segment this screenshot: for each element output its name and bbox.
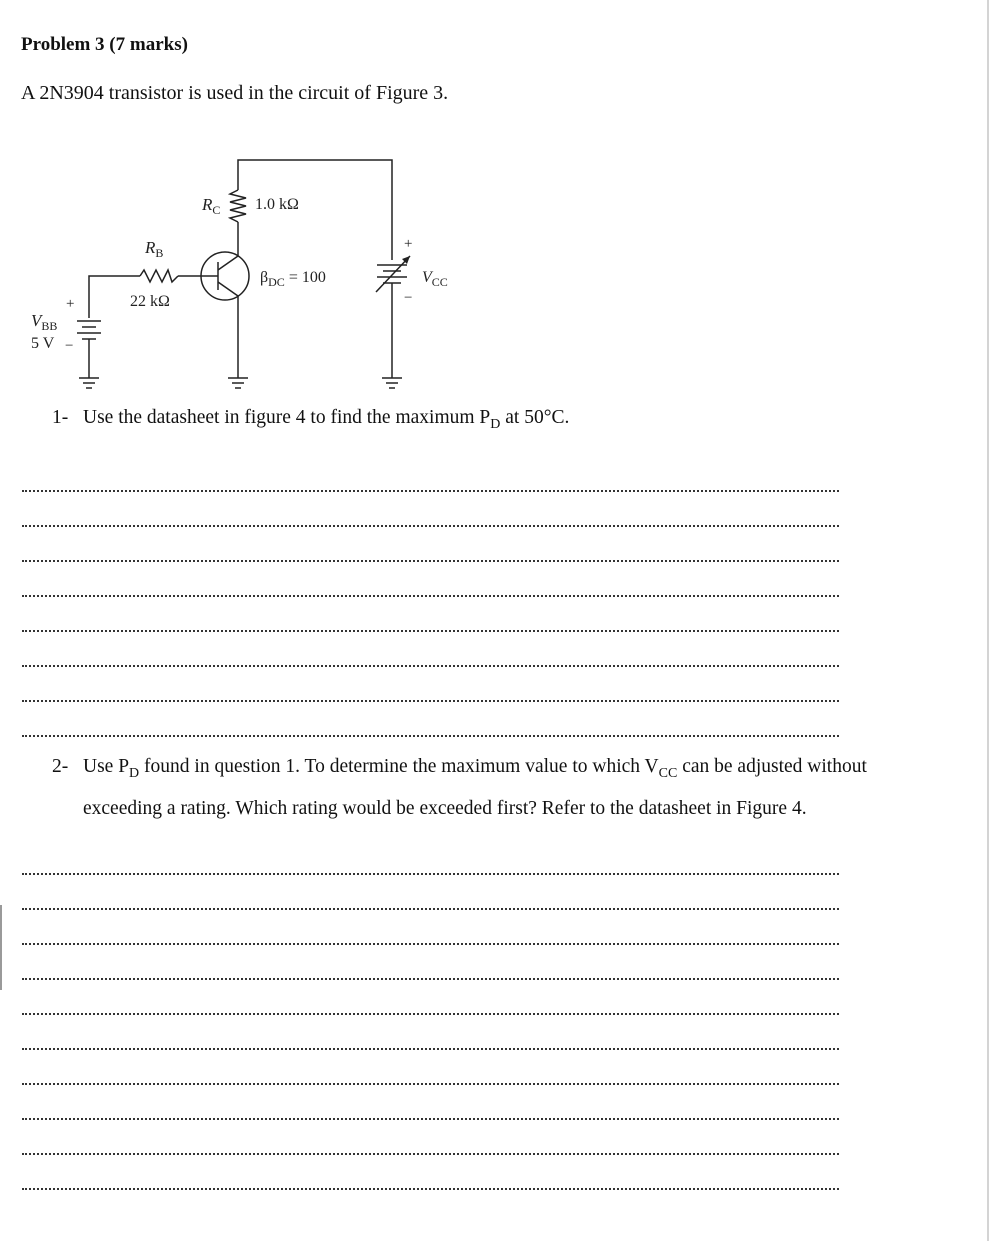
answer-line[interactable] <box>22 873 839 875</box>
problem-intro: A 2N3904 transistor is used in the circuit of Figure 3. <box>21 82 449 104</box>
resistor-rb <box>140 270 178 282</box>
rc-label: $R_C$ <box>202 195 221 217</box>
answer-line[interactable] <box>22 908 839 910</box>
question-1-text: Use the datasheet in figure 4 to find the maximum $P_D$ at 50°C. <box>83 407 570 432</box>
rc-value: 1.0 kΩ <box>255 196 299 213</box>
beta-label: $\beta_{DC} = 100$ <box>260 269 326 289</box>
circuit-figure <box>0 0 996 400</box>
answer-line[interactable] <box>22 943 839 945</box>
answer-line[interactable] <box>22 735 839 737</box>
answer-line[interactable] <box>22 1188 839 1190</box>
ground-vbb-icon <box>79 378 99 388</box>
vbb-minus: − <box>65 338 74 354</box>
problem-title: Problem 3 (7 marks) <box>21 34 188 55</box>
question-1-number: 1- <box>52 407 69 428</box>
answer-line[interactable] <box>22 525 839 527</box>
rb-label: $R_B$ <box>145 238 164 260</box>
ground-emitter-icon <box>228 378 248 388</box>
transistor-emitter-lead <box>218 282 238 296</box>
question-2-text: Use $P_D$ found in question 1. To determine the maximum value to which $V_{CC}$ can be adjusted without exceeding a rating. Which rating would be exceeded first? Refer to the datasheet in Figure 4. <box>83 756 867 819</box>
answer-line[interactable] <box>22 490 839 492</box>
answer-line[interactable] <box>22 665 839 667</box>
answer-line[interactable] <box>22 1013 839 1015</box>
answer-line[interactable] <box>22 1083 839 1085</box>
ground-vcc-icon <box>382 378 402 388</box>
vbb-label: $V_{BB}$ <box>31 311 58 333</box>
answer-line[interactable] <box>22 1048 839 1050</box>
question-2 <box>52 749 882 826</box>
scroll-mark <box>0 905 2 990</box>
answer-line[interactable] <box>22 595 839 597</box>
transistor-collector-lead <box>218 256 238 270</box>
resistor-rc <box>230 190 246 222</box>
vbb-plus: + <box>66 296 75 312</box>
question-1 <box>52 400 932 442</box>
vbb-value: 5 V <box>31 335 55 352</box>
answer-line[interactable] <box>22 700 839 702</box>
rb-value: 22 kΩ <box>130 293 170 310</box>
answer-line[interactable] <box>22 630 839 632</box>
answer-line[interactable] <box>22 560 839 562</box>
question-2-number: 2- <box>52 756 69 777</box>
answer-line[interactable] <box>22 1118 839 1120</box>
vcc-label: $V_{CC}$ <box>422 269 448 289</box>
vcc-minus: − <box>404 290 413 306</box>
answer-line[interactable] <box>22 1153 839 1155</box>
vcc-plus: + <box>404 236 413 252</box>
answer-line[interactable] <box>22 978 839 980</box>
